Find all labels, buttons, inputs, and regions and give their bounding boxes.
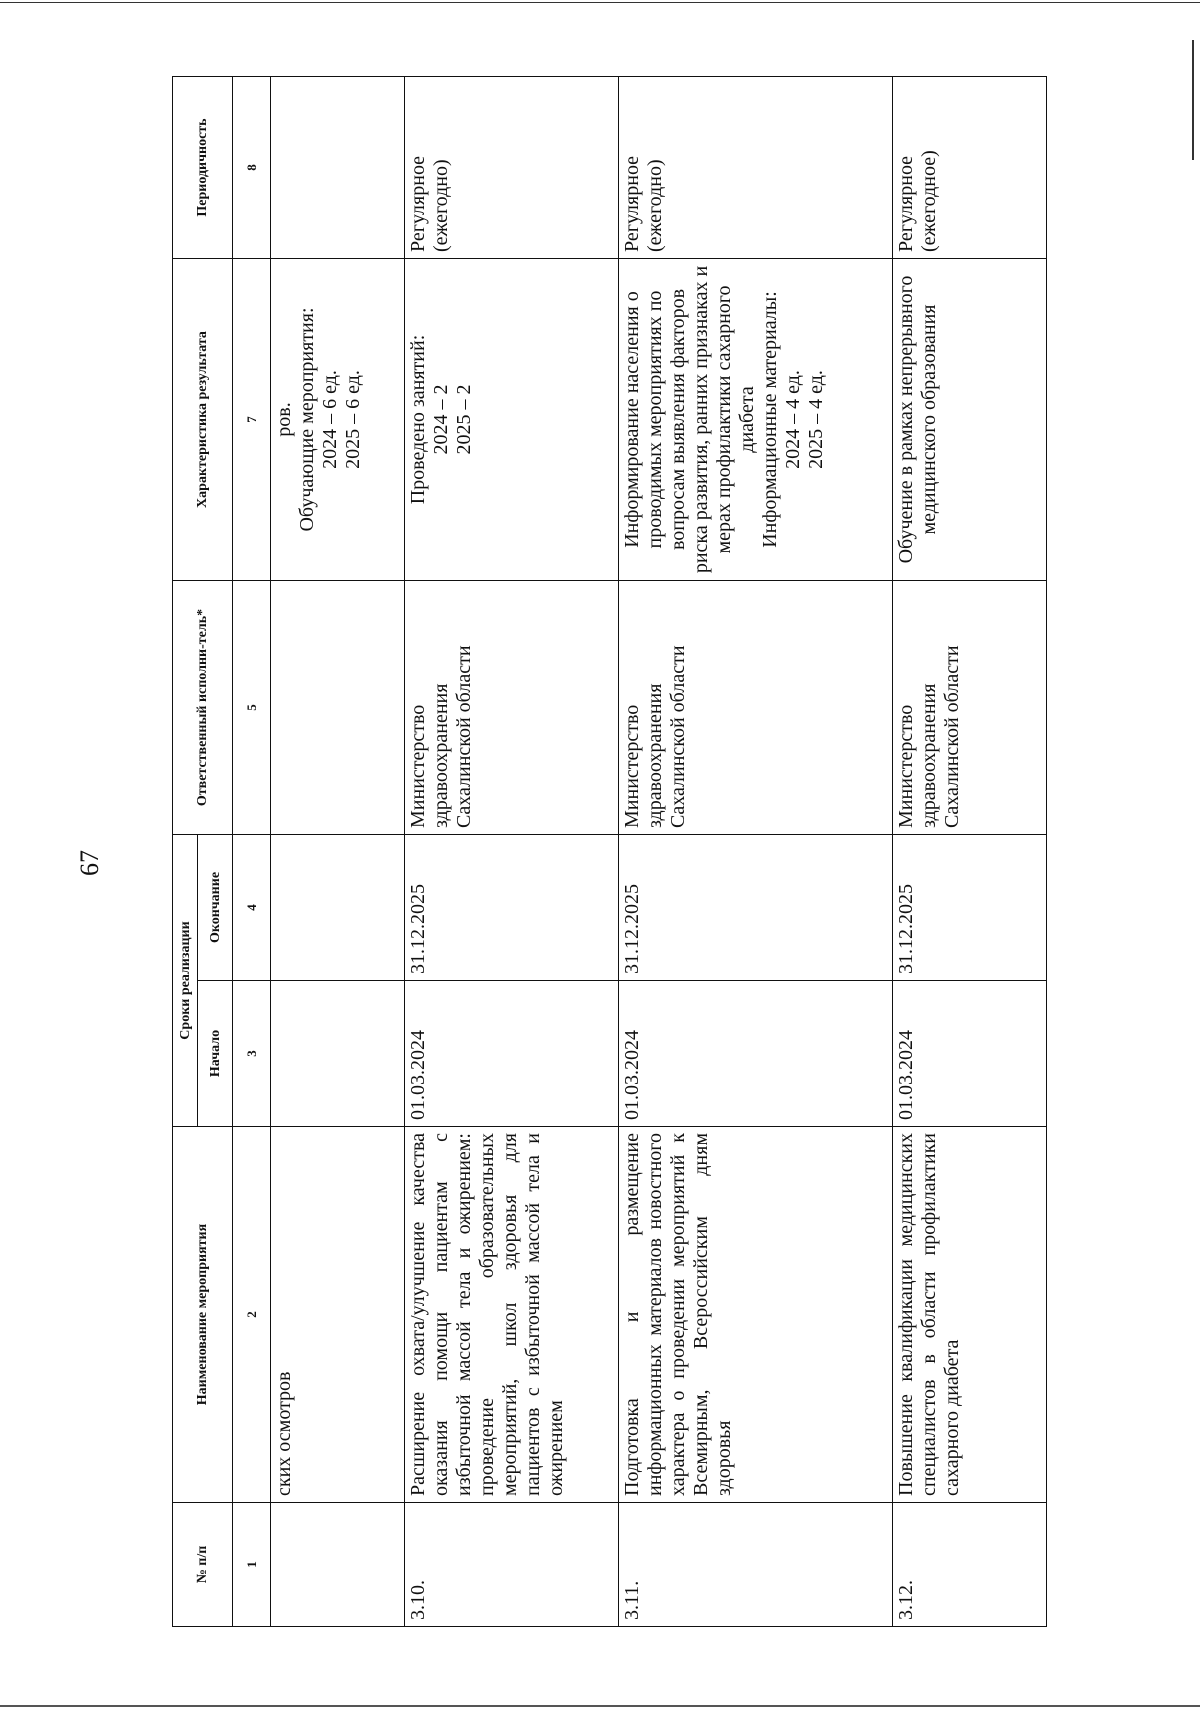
row-period <box>271 77 405 259</box>
header-terms: Сроки реализации <box>173 835 198 1127</box>
column-number: 4 <box>233 835 271 981</box>
table-row <box>893 77 1047 1627</box>
row-result <box>893 259 1047 581</box>
column-number: 1 <box>233 1503 271 1627</box>
row-responsible: Министерство здравоохранения Сахалинской области <box>893 581 1047 835</box>
table-row <box>271 77 405 1627</box>
result-line: Обучение в рамках непрерывного медицинского образования <box>895 275 940 564</box>
row-result <box>405 259 619 581</box>
row-responsible: Министерство здравоохранения Сахалинской области <box>405 581 619 835</box>
row-period: Регулярное (ежегодно) <box>619 77 893 259</box>
result-line: Информирование населения о проводимых мероприятиях по вопросам выявления факторов риска развития, ранних признаках и мерах профилактики сахарного диабета <box>621 265 758 574</box>
table-row <box>405 77 619 1627</box>
column-number: 8 <box>233 77 271 259</box>
scan-edge-top <box>0 2 1200 3</box>
header-row-top <box>173 77 198 1627</box>
scan-edge-right <box>1192 40 1194 160</box>
header-end: Окончание <box>198 835 233 981</box>
result-line: 2025 – 2 <box>453 384 475 455</box>
result-line: 2025 – 6 ед. <box>342 370 364 469</box>
row-end: 31.12.2025 <box>405 835 619 981</box>
row-name: Подготовка и размещение информационных материалов новостного характера о проведении мероприятий к Всемирным, Всероссийским дням здоровья <box>619 1127 893 1503</box>
row-responsible: Министерство здравоохранения Сахалинской области <box>619 581 893 835</box>
result-line: 2025 – 4 ед. <box>805 370 827 469</box>
column-number: 2 <box>233 1127 271 1503</box>
row-start: 01.03.2024 <box>405 981 619 1127</box>
result-line: 2024 – 6 ед. <box>319 370 341 469</box>
row-num: 3.11. <box>619 1503 893 1627</box>
column-number: 3 <box>233 981 271 1127</box>
row-responsible <box>271 581 405 835</box>
row-name: Расширение охвата/улучшение качества оказания помощи пациентам с избыточной массой тела и ожирением: проведение образовательных мероприятий, школ здоровья для пациентов с избыточной массой тела и ожирением <box>405 1127 619 1503</box>
column-number-row <box>233 77 271 1627</box>
row-end: 31.12.2025 <box>893 835 1047 981</box>
header-responsible: Ответственный исполни-тель* <box>173 581 233 835</box>
header-name: Наименование мероприятия <box>173 1127 233 1503</box>
header-num: № п/п <box>173 1503 233 1627</box>
result-line: 2024 – 4 ед. <box>782 370 804 469</box>
row-start: 01.03.2024 <box>619 981 893 1127</box>
row-num: 3.10. <box>405 1503 619 1627</box>
row-start <box>271 981 405 1127</box>
row-name: ских осмотров <box>271 1127 405 1503</box>
header-period: Периодичность <box>173 77 233 259</box>
row-period: Регулярное (ежегодное) <box>893 77 1047 259</box>
result-line: Проведено занятий: <box>407 334 429 505</box>
activities-table <box>172 76 1047 1627</box>
row-name: Повышение квалификации медицинских специалистов в области профилактики сахарного диабета <box>893 1127 1047 1503</box>
row-result <box>271 259 405 581</box>
result-line: Обучающие мероприятия: <box>296 307 318 532</box>
row-num <box>271 1503 405 1627</box>
column-number: 7 <box>233 259 271 581</box>
row-period: Регулярное (ежегодно) <box>405 77 619 259</box>
scan-edge-bottom <box>0 1705 1200 1707</box>
page-number: 67 <box>75 850 104 876</box>
row-end: 31.12.2025 <box>619 835 893 981</box>
result-line: Информационные материалы: <box>759 291 781 548</box>
row-start: 01.03.2024 <box>893 981 1047 1127</box>
column-number: 5 <box>233 581 271 835</box>
table-row <box>619 77 893 1627</box>
row-result <box>619 259 893 581</box>
header-start: Начало <box>198 981 233 1127</box>
row-end <box>271 835 405 981</box>
rotated-table-container <box>172 77 1047 1627</box>
header-result: Характеристика результата <box>173 259 233 581</box>
result-line: 2024 – 2 <box>430 384 452 455</box>
result-line: ров. <box>273 402 295 437</box>
row-num: 3.12. <box>893 1503 1047 1627</box>
